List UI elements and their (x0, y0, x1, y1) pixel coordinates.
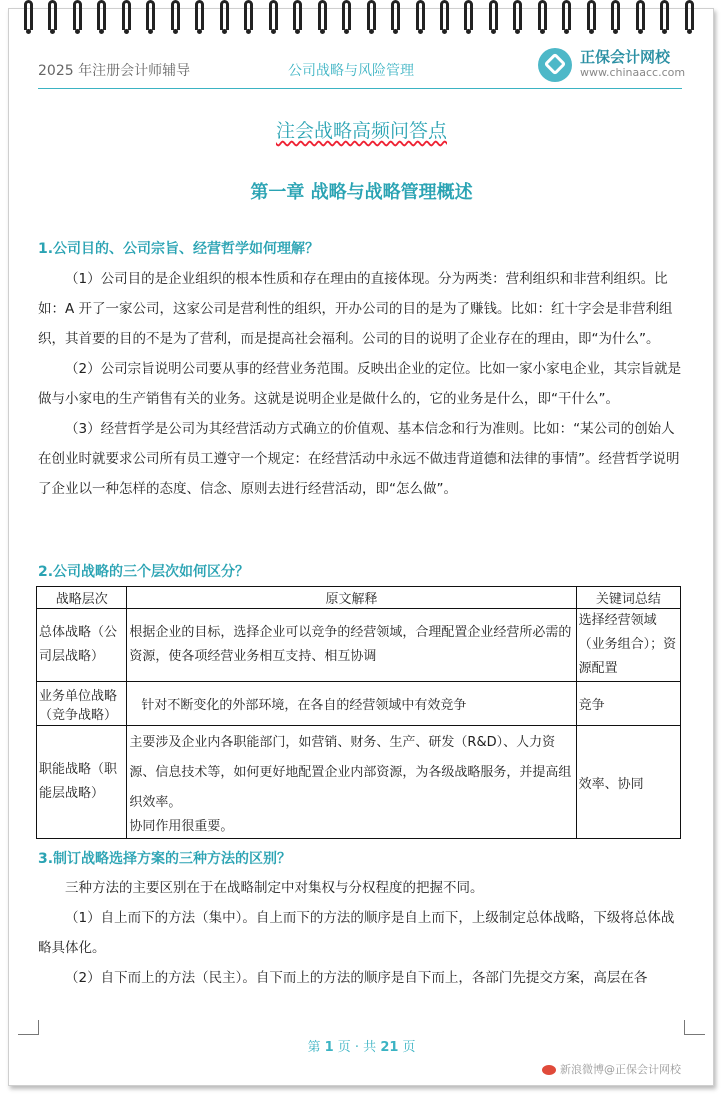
logo-name: 正保会计网校 (580, 48, 671, 66)
weibo-icon (542, 1065, 556, 1075)
table-row (37, 609, 681, 682)
weibo-text: 新浪微博@正保会计网校 (560, 1063, 681, 1076)
cell-text: 协同作用很重要。 (129, 819, 234, 834)
ring-icon (416, 0, 425, 30)
table-cell (127, 726, 576, 839)
paragraph: （3）经营哲学是公司为其经营活动方式确立的价值观、基本信念和行为准则。比如：“某公司的创始人在创业时就要求公司所有员工遵守一个规定：在经营活动中永远不做违背道德和法律的事情”。经营哲学说明了企业以一种怎样的态度、信念、原则去进行经营活动，即“怎么做”。 (38, 421, 680, 497)
header-divider (38, 88, 682, 89)
footer-total-pages: 21 (380, 1040, 399, 1055)
ring-icon (269, 0, 278, 30)
table-cell: 根据企业的目标，选择企业可以竞争的经营领域，合理配置企业经营所必需的资源，使各项经营业务相互支持、相互协调 (127, 609, 576, 682)
strategy-levels-table (36, 586, 681, 839)
ring-icon (367, 0, 376, 30)
crop-mark (684, 1020, 705, 1035)
crop-mark (18, 1020, 39, 1035)
paragraph: （1）公司目的是企业组织的根本性质和存在理由的直接体现。分为两类：营利组织和非营利组织。比如：A 开了一家公司，这家公司是营利性的组织，开办公司的目的是为了赚钱。比如：红十字会是非营利组织，其首要的目的不是为了营利，而是提高社会福利。公司的目的说明了企业存在的理由，即“为什么”。 (38, 271, 673, 347)
ring-icon (195, 0, 204, 30)
ring-icon (636, 0, 645, 30)
ring-icon (293, 0, 302, 30)
table-row (37, 726, 681, 839)
ring-icon (146, 0, 155, 30)
footer-prefix: 第 (307, 1040, 325, 1055)
logo-url: www.chinaacc.com (580, 66, 686, 79)
question-3-body (38, 873, 682, 993)
header-course: 2025 年注册会计师辅导 (38, 63, 191, 79)
question-2-heading: 2.公司战略的三个层次如何区分？ (38, 564, 250, 580)
ring-icon (513, 0, 522, 30)
paragraph: （2）自下而上的方法（民主）。自下而上的方法的顺序是自下而上，各部门先提交方案，高层在各 (65, 970, 648, 986)
ring-icon (611, 0, 620, 30)
table-cell: 选择经营领域（业务组合）；资源配置 (576, 609, 680, 682)
table-header-cell: 关键词总结 (576, 587, 680, 609)
table-header-cell: 战略层次 (37, 587, 127, 609)
question-1-body (38, 264, 682, 504)
document-title (0, 116, 723, 143)
ring-icon (660, 0, 669, 30)
ring-icon (24, 0, 33, 30)
paragraph: （2）公司宗旨说明公司要从事的经营业务范围。反映出企业的定位。比如一家小家电企业，其宗旨就是做与小家电的生产销售有关的业务。这就是说明企业是做什么的，它的业务是什么，即“干什么”。 (38, 361, 682, 407)
ring-icon (440, 0, 449, 30)
table-cell: 针对不断变化的外部环境，在各自的经营领域中有效竞争 (127, 682, 576, 726)
ring-icon (391, 0, 400, 30)
table-cell: 竞争 (576, 682, 680, 726)
question-1-heading: 1.公司目的、公司宗旨、经营哲学如何理解？ (38, 241, 320, 257)
ring-icon (464, 0, 473, 30)
weibo-watermark (542, 1061, 681, 1077)
table-row (37, 682, 681, 726)
ring-icon (318, 0, 327, 30)
footer-mid: 页 · 共 (333, 1040, 381, 1055)
table-header-cell: 原文解释 (127, 587, 576, 609)
ring-icon (73, 0, 82, 30)
ring-icon (685, 0, 694, 30)
table-cell: 职能战略（职能层战略） (37, 726, 127, 839)
table-cell: 效率、协同 (576, 726, 680, 839)
page-footer (0, 1036, 723, 1055)
paragraph: 三种方法的主要区别在于在战略制定中对集权与分权程度的把握不同。 (65, 880, 484, 896)
brand-logo (538, 44, 688, 86)
chapter-title: 第一章 战略与战略管理概述 (250, 182, 473, 203)
question-3-heading: 3.制订战略选择方案的三种方法的区别？ (38, 851, 292, 867)
ring-icon (48, 0, 57, 30)
logo-icon (538, 48, 572, 82)
ring-icon (489, 0, 498, 30)
ring-icon (342, 0, 351, 30)
spiral-binding (24, 0, 694, 34)
table-cell: 总体战略（公司层战略） (37, 609, 127, 682)
ring-icon (562, 0, 571, 30)
ring-icon (97, 0, 106, 30)
footer-page-number: 1 (324, 1040, 334, 1055)
table-header-row (37, 587, 681, 609)
header-subject: 公司战略与风险管理 (288, 63, 414, 79)
ring-icon (220, 0, 229, 30)
paragraph: （1）自上而下的方法（集中）。自上而下的方法的顺序是自上而下，上级制定总体战略，下级将总体战略具体化。 (38, 910, 675, 956)
ring-icon (538, 0, 547, 30)
table-cell: 业务单位战略（竞争战略） (37, 682, 127, 726)
cell-text: 主要涉及企业内各职能部门，如营销、财务、生产、研发（R&D）、人力资源、信息技术等，如何更好地配置企业内部资源，为各级战略服务，并提高组织效率。 (129, 735, 572, 810)
page-header (38, 48, 686, 88)
ring-icon (171, 0, 180, 30)
ring-icon (122, 0, 131, 30)
ring-icon (244, 0, 253, 30)
footer-suffix: 页 (398, 1040, 416, 1055)
document-title-text: 注会战略高频问答点 (275, 120, 447, 142)
ring-icon (587, 0, 596, 30)
